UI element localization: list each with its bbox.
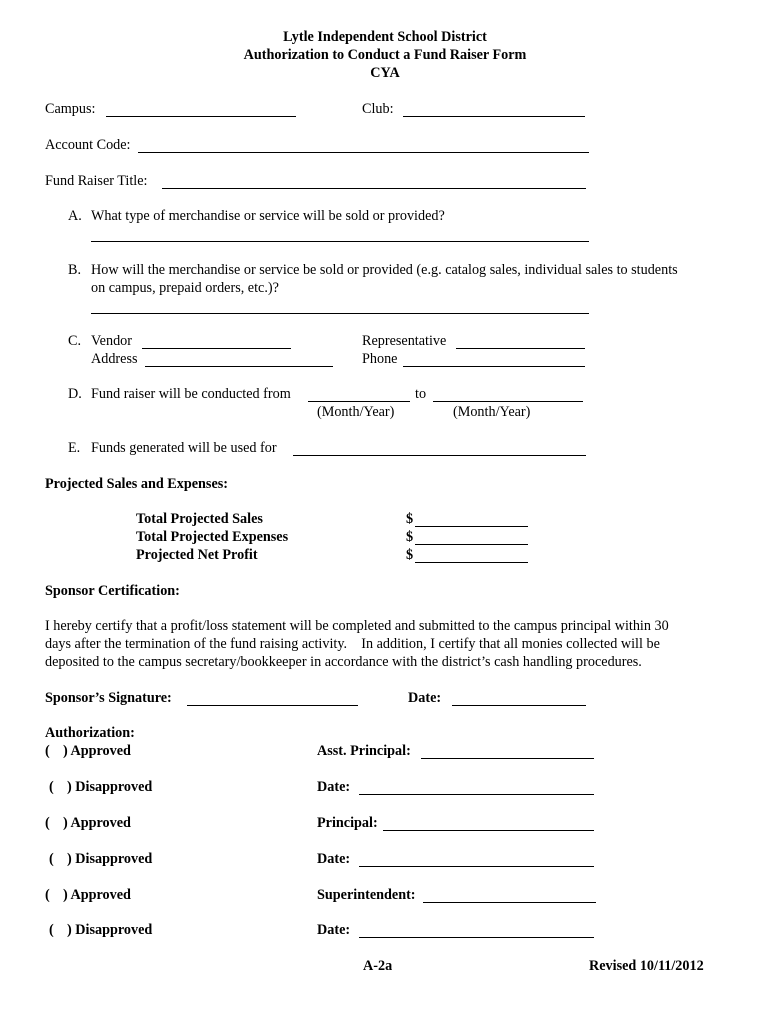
- date-label: Date:: [317, 851, 351, 867]
- funds-use-field[interactable]: [293, 455, 586, 456]
- checkbox-paren[interactable]: (: [45, 887, 50, 903]
- representative-field[interactable]: [456, 348, 585, 349]
- projected-net-profit-label: Projected Net Profit: [136, 547, 258, 563]
- date-label: Date:: [317, 779, 351, 795]
- sponsor-date-label: Date:: [408, 690, 442, 706]
- question-b-answer-line[interactable]: [91, 313, 589, 314]
- superintendent-label: Superintendent:: [317, 887, 416, 903]
- authorization-heading: Authorization:: [45, 725, 135, 741]
- question-b-letter: B.: [68, 262, 82, 278]
- total-projected-sales-label: Total Projected Sales: [136, 511, 263, 527]
- account-code-label: Account Code:: [45, 137, 131, 153]
- question-a-letter: A.: [68, 208, 82, 224]
- month-year-caption-2: (Month/Year): [453, 404, 531, 420]
- form-code: CYA: [370, 65, 400, 81]
- fund-raiser-title-label: Fund Raiser Title:: [45, 173, 148, 189]
- approved-label: ) Approved: [63, 743, 131, 759]
- approved-label: ) Approved: [63, 887, 131, 903]
- phone-field[interactable]: [403, 366, 585, 367]
- form-title: Authorization to Conduct a Fund Raiser Form: [243, 47, 527, 63]
- asst-principal-date-field[interactable]: [359, 794, 594, 795]
- disapproved-label: ) Disapproved: [67, 779, 153, 795]
- question-d-letter: D.: [68, 386, 82, 402]
- address-field[interactable]: [145, 366, 333, 367]
- projected-net-profit-field[interactable]: [415, 562, 528, 563]
- asst-principal-signature-field[interactable]: [421, 758, 594, 759]
- campus-field[interactable]: [106, 116, 296, 117]
- total-projected-expenses-label: Total Projected Expenses: [136, 529, 289, 545]
- disapproved-option[interactable]: [49, 851, 152, 868]
- asst-principal-label: Asst. Principal:: [317, 743, 411, 759]
- revised-date: Revised 10/11/2012: [589, 958, 704, 974]
- total-projected-sales-field[interactable]: [415, 526, 528, 527]
- question-b-text-line2: on campus, prepaid orders, etc.)?: [91, 280, 279, 296]
- approved-label: ) Approved: [63, 815, 131, 831]
- sponsor-signature-field[interactable]: [187, 705, 358, 706]
- question-d-to: to: [415, 386, 427, 402]
- checkbox-paren[interactable]: (: [49, 922, 54, 938]
- checkbox-paren[interactable]: (: [45, 743, 50, 759]
- phone-label: Phone: [362, 351, 398, 367]
- vendor-field[interactable]: [142, 348, 291, 349]
- question-e-text: Funds generated will be used for: [91, 440, 277, 456]
- checkbox-paren[interactable]: (: [45, 815, 50, 831]
- principal-date-field[interactable]: [359, 866, 594, 867]
- club-label: Club:: [362, 101, 394, 117]
- total-projected-expenses-field[interactable]: [415, 544, 528, 545]
- currency-sign: $: [406, 547, 414, 563]
- form-number: A-2a: [363, 958, 393, 974]
- end-month-year-field[interactable]: [433, 401, 583, 402]
- currency-sign: $: [406, 529, 414, 545]
- currency-sign: $: [406, 511, 414, 527]
- sponsor-heading: Sponsor Certification:: [45, 583, 180, 599]
- principal-signature-field[interactable]: [383, 830, 594, 831]
- disapproved-label: ) Disapproved: [67, 851, 153, 867]
- checkbox-paren[interactable]: (: [49, 851, 54, 867]
- club-field[interactable]: [403, 116, 585, 117]
- question-c-letter: C.: [68, 333, 82, 349]
- sponsor-statement-line2: days after the termination of the fund raising activity. In addition, I certify that all monies collected will be: [45, 636, 660, 652]
- sponsor-statement-line1: I hereby certify that a profit/loss statement will be completed and submitted to the campus principal within 30: [45, 618, 669, 634]
- fund-raiser-title-field[interactable]: [162, 188, 586, 189]
- question-a-text: What type of merchandise or service will be sold or provided?: [91, 208, 445, 224]
- approved-option[interactable]: [45, 815, 131, 832]
- superintendent-date-field[interactable]: [359, 937, 594, 938]
- sponsor-statement-line3: deposited to the campus secretary/bookkeeper in accordance with the district’s cash handling procedures.: [45, 654, 642, 670]
- superintendent-signature-field[interactable]: [423, 902, 596, 903]
- representative-label: Representative: [362, 333, 447, 349]
- month-year-caption-1: (Month/Year): [317, 404, 395, 420]
- account-code-field[interactable]: [138, 152, 589, 153]
- date-label: Date:: [317, 922, 351, 938]
- address-label: Address: [91, 351, 138, 367]
- question-e-letter: E.: [68, 440, 81, 456]
- district-name: Lytle Independent School District: [283, 29, 487, 45]
- start-month-year-field[interactable]: [308, 401, 410, 402]
- approved-option[interactable]: [45, 743, 131, 760]
- sponsor-date-field[interactable]: [452, 705, 586, 706]
- disapproved-option[interactable]: [49, 779, 152, 796]
- question-a-answer-line[interactable]: [91, 241, 589, 242]
- checkbox-paren[interactable]: (: [49, 779, 54, 795]
- projected-heading: Projected Sales and Expenses:: [45, 476, 228, 492]
- approved-option[interactable]: [45, 887, 131, 904]
- sponsor-signature-label: Sponsor’s Signature:: [45, 690, 172, 706]
- principal-label: Principal:: [317, 815, 378, 831]
- question-d-text: Fund raiser will be conducted from: [91, 386, 291, 402]
- disapproved-label: ) Disapproved: [67, 922, 153, 938]
- campus-label: Campus:: [45, 101, 96, 117]
- vendor-label: Vendor: [91, 333, 132, 349]
- disapproved-option[interactable]: [49, 922, 152, 939]
- question-b-text-line1: How will the merchandise or service be sold or provided (e.g. catalog sales, individual sales to students: [91, 262, 678, 278]
